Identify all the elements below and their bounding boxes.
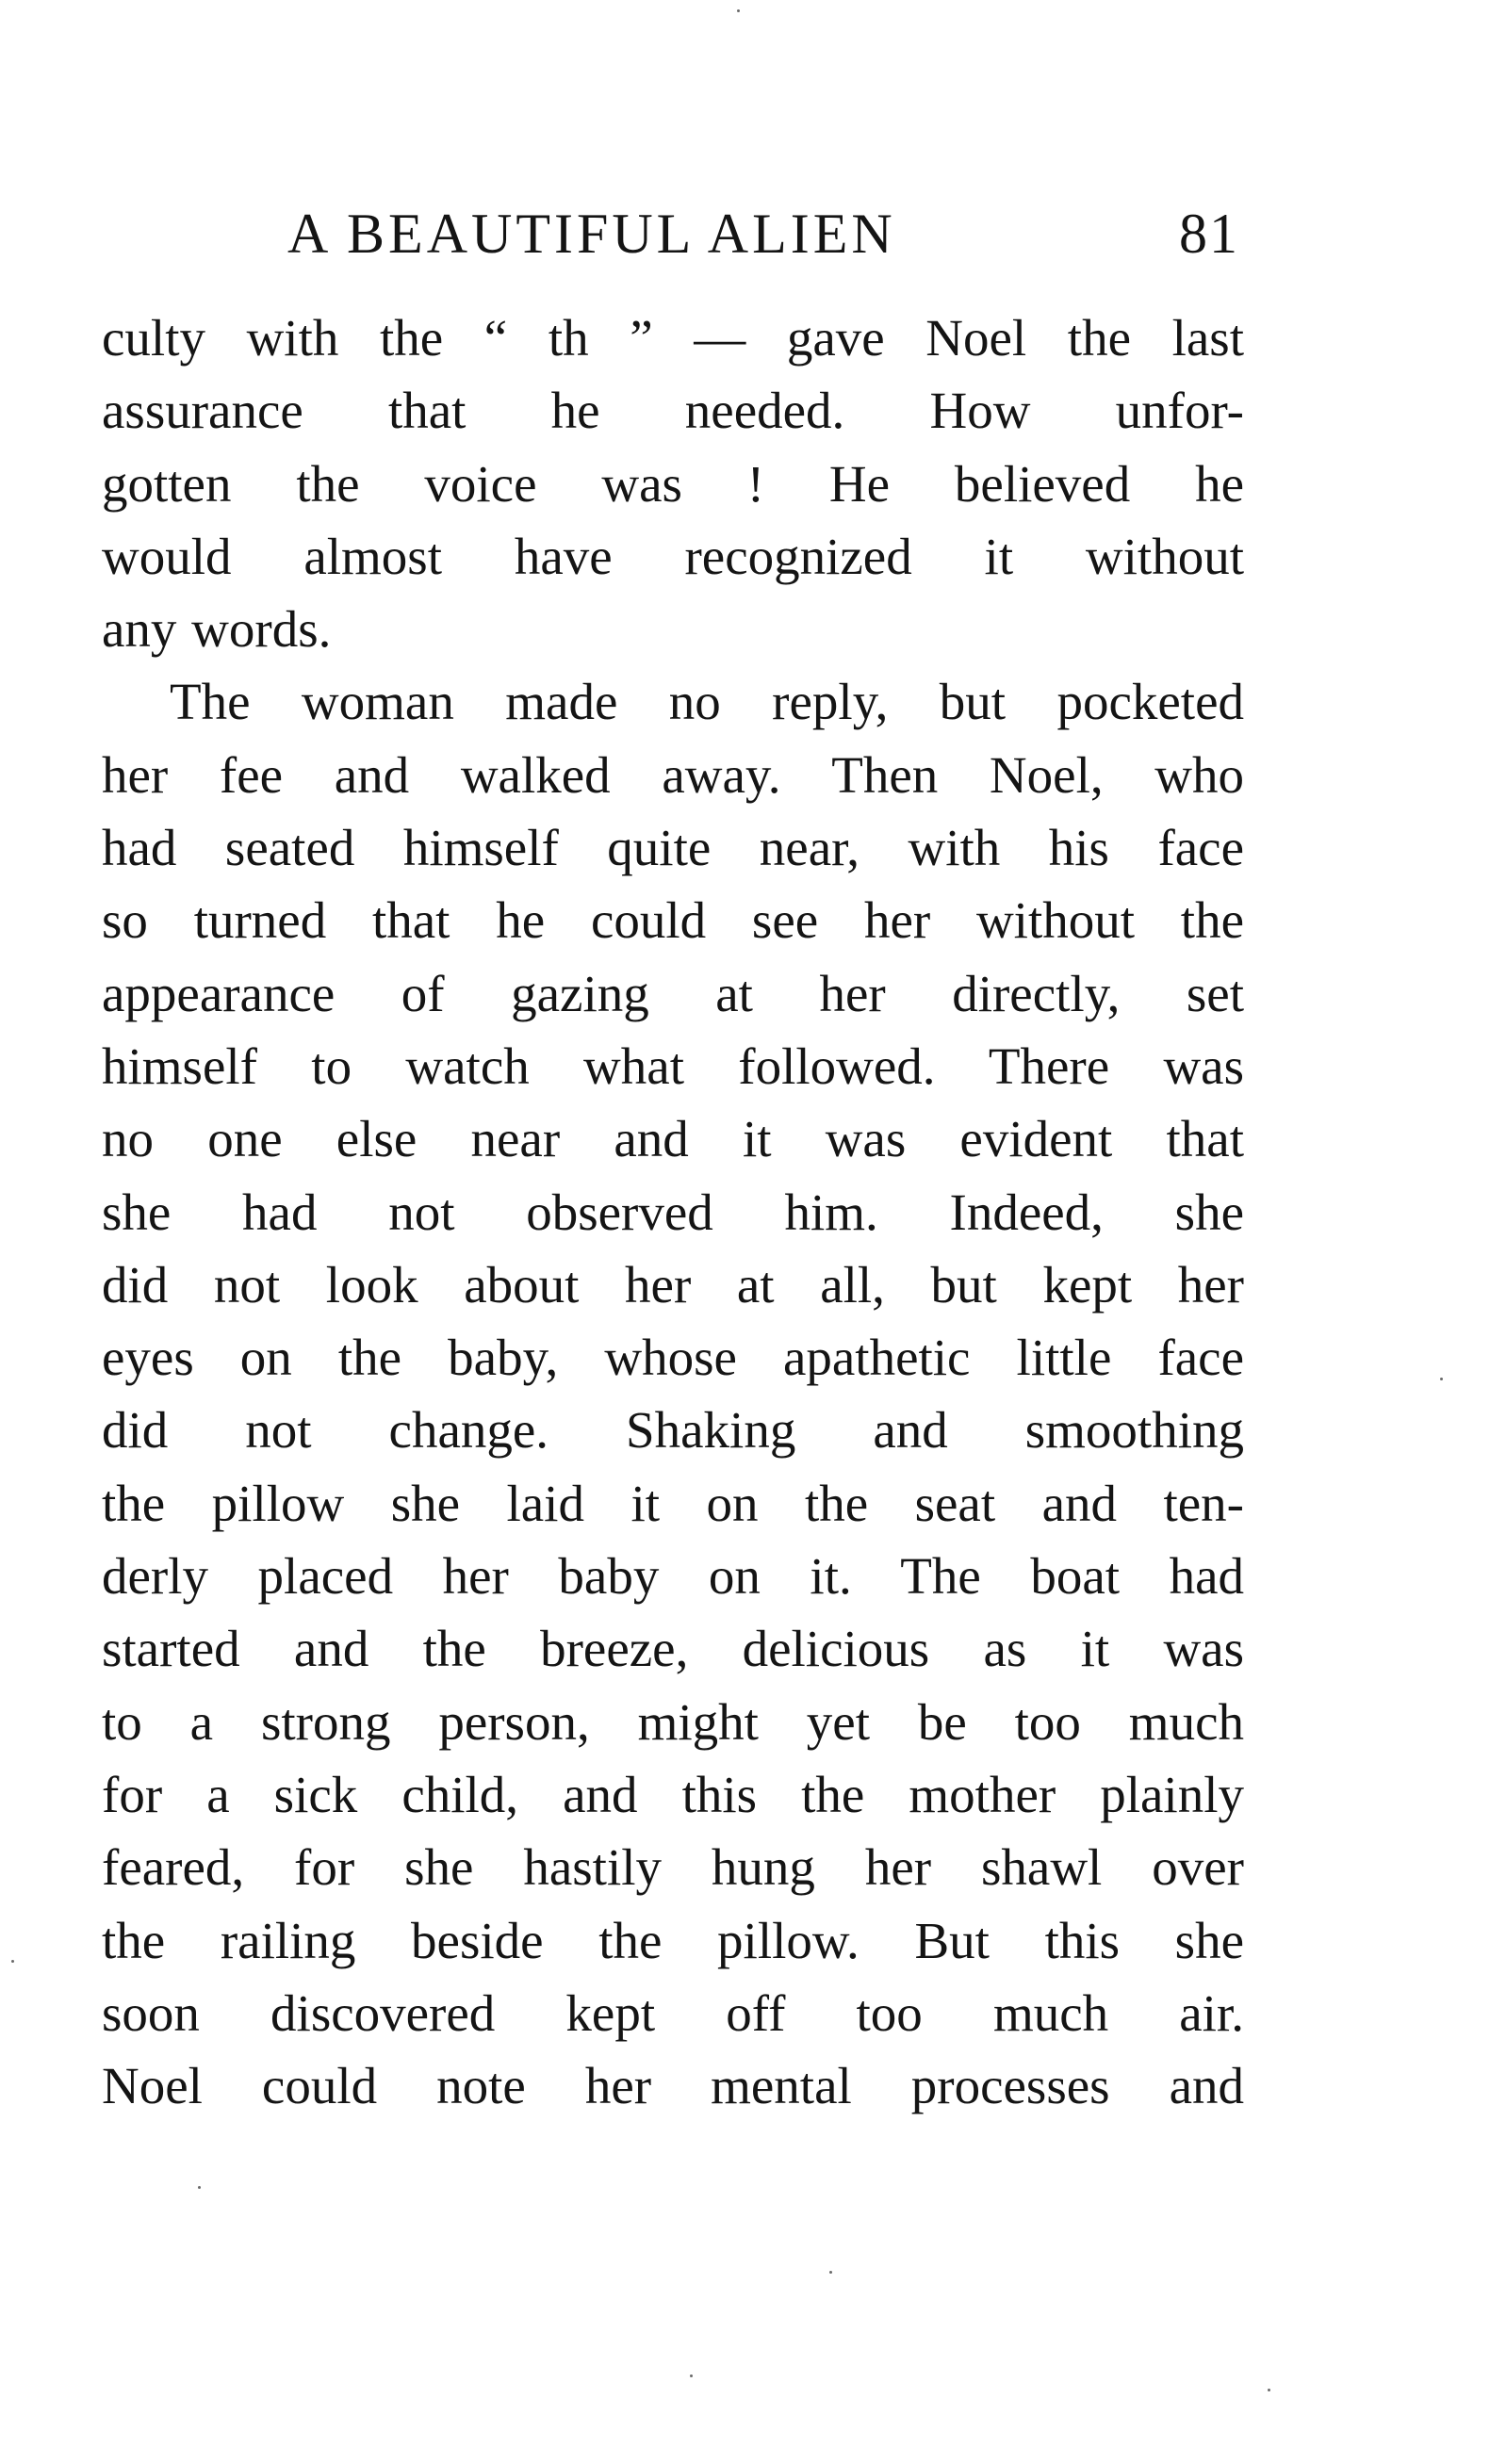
text-line: would almost have recognized it without xyxy=(102,527,1244,585)
page-number: 81 xyxy=(1179,203,1239,265)
text-line: she had not observed him. Indeed, she xyxy=(102,1183,1244,1241)
text-line: soon discovered kept off too much air. xyxy=(102,1983,1244,2042)
paper-speck xyxy=(737,9,740,12)
text-line: so turned that he could see her without the xyxy=(102,891,1244,950)
text-line: her fee and walked away. Then Noel, who xyxy=(102,745,1244,804)
text-line: eyes on the baby, whose apathetic little face xyxy=(102,1329,1244,1387)
text-line: had seated himself quite near, with his face xyxy=(102,819,1244,877)
text-line: did not look about her at all, but kept her xyxy=(102,1255,1244,1314)
text-line: appearance of gazing at her directly, set xyxy=(102,964,1244,1022)
text-line: any words. xyxy=(102,600,332,659)
text-line: assurance that he needed. How unfor- xyxy=(102,382,1244,440)
paper-speck xyxy=(198,2186,201,2189)
text-line: no one else near and it was evident that xyxy=(102,1110,1244,1168)
text-line: the railing beside the pillow. But this she xyxy=(102,1911,1244,1969)
text-line: did not change. Shaking and smoothing xyxy=(102,1401,1244,1460)
paper-speck xyxy=(1440,1378,1443,1380)
paper-speck xyxy=(829,2271,832,2274)
body-text xyxy=(102,302,1244,2122)
text-line: culty with the “ th ” — gave Noel the last xyxy=(102,309,1244,367)
text-line: himself to watch what followed. There was xyxy=(102,1036,1244,1095)
text-line: gotten the voice was ! He believed he xyxy=(102,454,1244,513)
text-line: started and the breeze, delicious as it was xyxy=(102,1620,1244,1678)
running-title: A BEAUTIFUL ALIEN xyxy=(287,203,896,265)
text-line: for a sick child, and this the mother plainly xyxy=(102,1765,1244,1823)
text-line: feared, for she hastily hung her shawl over xyxy=(102,1838,1244,1897)
paper-speck xyxy=(1268,2389,1270,2391)
text-line: derly placed her baby on it. The boat had xyxy=(102,1547,1244,1606)
paragraph-first-line: The woman made no reply, but pocketed xyxy=(170,673,1244,731)
text-line: to a strong person, might yet be too much xyxy=(102,1692,1244,1751)
running-header xyxy=(287,196,1239,271)
paper-speck xyxy=(11,1960,14,1963)
paper-speck xyxy=(690,2374,693,2377)
text-line: Noel could note her mental processes and xyxy=(102,2057,1244,2115)
text-line: the pillow she laid it on the seat and ten- xyxy=(102,1474,1244,1532)
